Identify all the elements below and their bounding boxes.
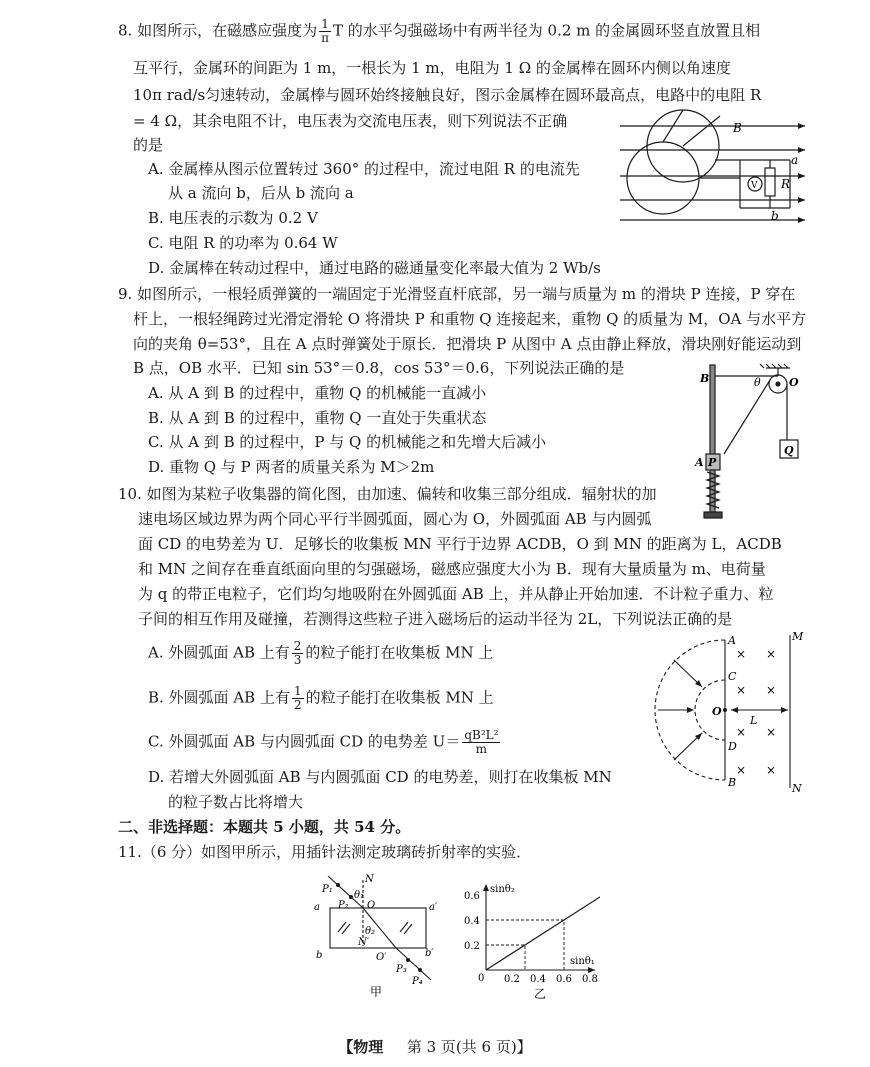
q10-cross: × <box>736 763 747 777</box>
q10-option-a: A. 外圆弧面 AB 上有 $\frac{2}{3}$ 的粒子能打在收集板 MN 上 <box>148 639 494 667</box>
q11-label-P4: P₄ <box>412 976 423 987</box>
q8-label-b: b <box>771 209 779 223</box>
q11-figure-jia-glass-block <box>308 868 458 1008</box>
q10-cross: × <box>766 725 777 739</box>
q10-line3: 面 CD 的电势差为 U．足够长的收集板 MN 平行于边界 ACDB，O 到 MN 的距离为 L，ACDB <box>138 535 782 553</box>
q8-label-a: a <box>791 153 799 167</box>
q10-figure-particle-collector <box>652 630 812 795</box>
q9-label-P: P <box>708 456 717 469</box>
q10-cross: × <box>766 647 777 661</box>
q11-x-axis-label: sinθ₁ <box>570 956 595 967</box>
q10-label-C: C <box>728 670 737 683</box>
section-2-heading: 二、非选择题：本题共 5 小题，共 54 分。 <box>118 818 411 836</box>
q11-label-a-prime: a′ <box>429 902 438 913</box>
q11-label-N-prime: N′ <box>358 937 370 948</box>
q11-label-b-prime: b′ <box>425 948 434 959</box>
q10-option-b: B. 外圆弧面 AB 上有 $\frac{1}{2}$ 的粒子能打在收集板 MN 上 <box>148 684 494 712</box>
x-tick-label: 0.4 <box>530 974 546 985</box>
q10-option-d-line2: 的粒子数占比将增大 <box>168 793 304 811</box>
fraction-voltage-formula: $\frac{\text{qB²L²}}{m}$ <box>464 728 499 756</box>
q8-option-c: C. 电阻 R 的功率为 0.64 W <box>148 234 338 252</box>
x-tick-label: 0.8 <box>582 974 598 985</box>
q11-label-O-prime: O′ <box>376 952 387 963</box>
footer-page-number: 第 3 页(共 6 页)】 <box>406 1038 532 1056</box>
q8-line2: 互平行，金属环的间距为 1 m，一根长为 1 m，电阻为 1 Ω 的金属棒在圆环内侧以角速度 <box>133 59 731 77</box>
q11-label-P1: P₁ <box>322 884 333 895</box>
footer-subject: 【物理 <box>338 1038 384 1056</box>
q11-caption-jia: 甲 <box>370 985 383 999</box>
q11-origin-label: 0 <box>478 973 485 984</box>
q9-line1: 9. 如图所示，一根轻质弹簧的一端固定于光滑竖直杆底部，另一端与质量为 m 的滑块 P 连接，P 穿在 <box>118 285 796 303</box>
q10-label-D: D <box>728 740 737 753</box>
y-tick-label: 0.6 <box>464 891 480 902</box>
q9-line3: 向的夹角 θ=53°，且在 A 点时弹簧处于原长．把滑块 P 从图中 A 点由静止释放，滑块刚好能运动到 <box>133 335 802 353</box>
q11-label-P2: P₂ <box>338 900 349 911</box>
q11-caption-yi: 乙 <box>534 987 547 1001</box>
q10-cross: × <box>736 683 747 697</box>
fraction-1-over-pi: $\frac{1}{\pi}$ <box>321 17 329 45</box>
q8-label-B: B <box>733 121 742 135</box>
q11-label-b: b <box>316 950 323 961</box>
q8-figure-rings <box>615 108 815 233</box>
q11-label-a: a <box>314 902 320 913</box>
q9-line4: B 点，OB 水平．已知 sin 53°＝0.8，cos 53°＝0.6，下列说法正确的是 <box>133 359 625 377</box>
q10-label-N: N <box>792 782 802 795</box>
q8-voltmeter-label: V <box>751 181 758 191</box>
q10-label-A: A <box>728 634 736 647</box>
q8-line4: = 4 Ω，其余电阻不计，电压表为交流电压表，则下列说法不正确 <box>133 112 568 130</box>
q10-cross: × <box>736 725 747 739</box>
q10-line4: 和 MN 之间存在垂直纸面向里的匀强磁场，磁感应强度大小为 B．现有大量质量为 m、电荷量 <box>138 560 766 578</box>
q9-figure-spring-pulley <box>690 360 815 525</box>
q11-label-N: N <box>365 874 374 885</box>
q11-label-theta2: θ₂ <box>365 926 376 937</box>
x-tick-label: 0.6 <box>556 974 572 985</box>
q9-option-c: C. 从 A 到 B 的过程中，P 与 Q 的机械能之和先增大后减小 <box>148 433 547 451</box>
q11-label-theta1: θ₁ <box>354 890 365 901</box>
q10-cross: × <box>766 763 777 777</box>
q8-line5: 的是 <box>133 136 164 154</box>
fraction-two-thirds: $\frac{2}{3}$ <box>293 639 302 667</box>
q10-label-B: B <box>728 776 737 789</box>
q9-label-theta: θ <box>754 376 761 389</box>
q10-line2: 速电场区域边界为两个同心平行半圆弧面，圆心为 O，外圆弧面 AB 与内圆弧 <box>138 510 652 528</box>
q8-option-b: B. 电压表的示数为 0.2 V <box>148 209 318 227</box>
q10-option-d-line1: D. 若增大外圆弧面 AB 与内圆弧面 CD 的电势差，则打在收集板 MN <box>148 768 612 786</box>
q8-option-a-line2: 从 a 流向 b，后从 b 流向 a <box>168 184 354 202</box>
q8-label-R: R <box>781 177 791 191</box>
q10-label-L: L <box>750 714 758 727</box>
q8-option-d: D. 金属棒在转动过程中，通过电路的磁通量变化率最大值为 2 Wb/s <box>148 259 601 277</box>
q10-label-O: O <box>712 705 722 718</box>
q8-option-a-line1: A. 金属棒从图示位置转过 360° 的过程中，流过电阻 R 的电流先 <box>148 160 580 178</box>
page-footer <box>0 1036 870 1057</box>
q9-option-b: B. 从 A 到 B 的过程中，重物 Q 一直处于失重状态 <box>148 409 487 427</box>
q10-label-M: M <box>792 630 804 643</box>
q10-line1: 10. 如图为某粒子收集器的简化图，由加速、偏转和收集三部分组成．辐射状的加 <box>118 485 657 503</box>
q8-line3: 10π rad/s匀速转动，金属棒与圆环始终接触良好，图示金属棒在圆环最高点，电路中的电阻 R <box>133 86 762 104</box>
q8-line1: 8. 如图所示，在磁感应强度为 $\frac{1}{\pi}$ T 的水平匀强磁场中有两半径为 0.2 m 的金属圆环竖直放置且相 <box>118 17 761 45</box>
q10-line5: 为 q 的带正电粒子，它们均匀地吸附在外圆弧面 AB 上，并从静止开始加速．不计粒子重力、粒 <box>138 585 774 603</box>
x-tick-label: 0.2 <box>504 974 520 985</box>
y-tick-label: 0.2 <box>464 941 480 952</box>
q9-label-O: O <box>789 376 799 389</box>
q11-figure-yi-chart <box>460 880 600 1005</box>
q9-label-A: A <box>695 456 704 469</box>
q11-y-axis-label: sinθ₂ <box>490 884 515 895</box>
q9-label-B: B <box>700 372 710 385</box>
q10-line6: 子间的相互作用及碰撞，若测得这些粒子进入磁场后的运动半径为 2L，下列说法正确的是 <box>138 610 733 628</box>
fraction-one-half: $\frac{1}{2}$ <box>293 684 302 712</box>
q11-label-O: O <box>367 900 376 911</box>
q9-option-d: D. 重物 Q 与 P 两者的质量关系为 M＞2m <box>148 458 435 476</box>
q11-label-P3: P₃ <box>396 964 407 975</box>
q10-option-c: C. 外圆弧面 AB 与内圆弧面 CD 的电势差 U＝ $\frac{\text{qB²L²}}{m}$ <box>148 728 499 756</box>
q10-cross: × <box>736 647 747 661</box>
y-tick-label: 0.4 <box>464 916 480 927</box>
q9-option-a: A. 从 A 到 B 的过程中，重物 Q 的机械能一直减小 <box>148 384 487 402</box>
q9-line2: 杆上，一根轻绳跨过光滑定滑轮 O 将滑块 P 和重物 Q 连接起来，重物 Q 的质量为 M，OA 与水平方 <box>133 310 807 328</box>
q11-line1: 11.（6 分）如图甲所示，用插针法测定玻璃砖折射率的实验． <box>118 843 532 861</box>
q10-cross: × <box>766 683 777 697</box>
q9-label-Q: Q <box>784 444 794 457</box>
